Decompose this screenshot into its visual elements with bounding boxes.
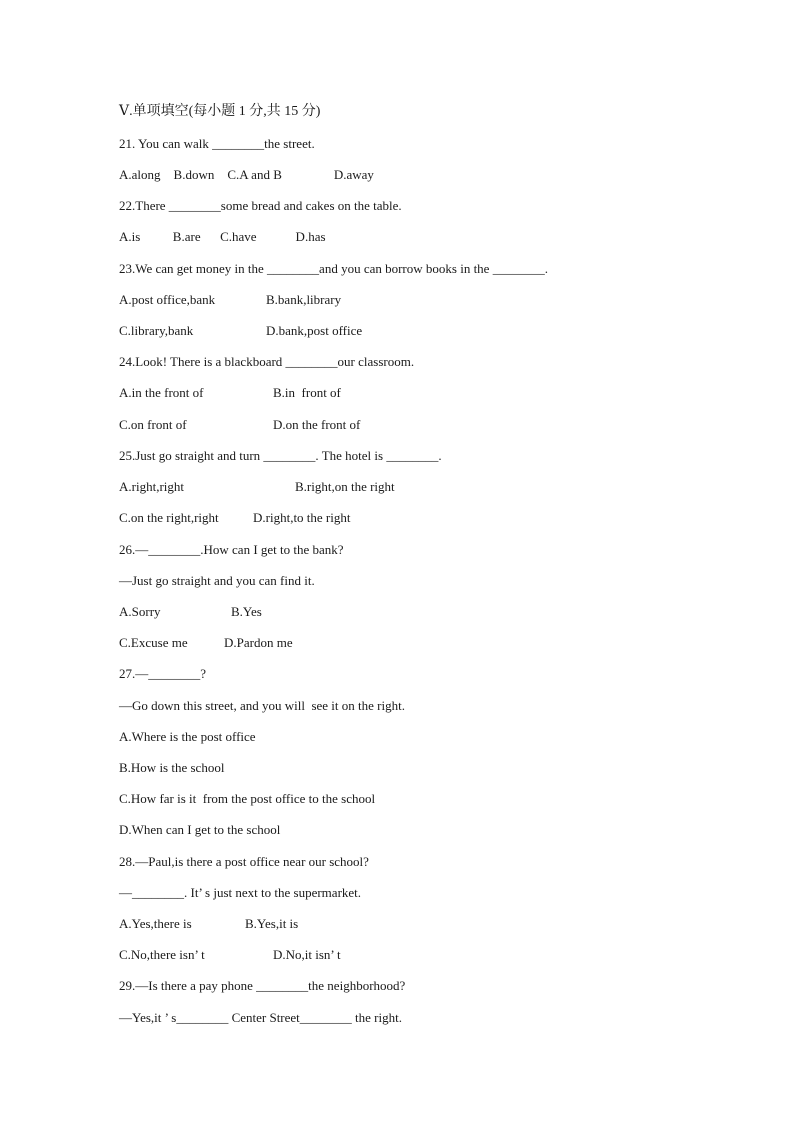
question-22-stem: 22.There ________some bread and cakes on the table. — [119, 198, 402, 213]
question-22-options: A.is B.are C.have D.has — [119, 229, 326, 244]
question-25-option-c: C.on the right,right — [119, 510, 219, 525]
question-26-option-c: C.Excuse me — [119, 635, 188, 650]
question-23-option-a: A.post office,bank — [119, 292, 216, 307]
question-26-option-b: B.Yes — [231, 604, 262, 619]
question-28-option-b: B.Yes,it is — [245, 916, 299, 931]
question-21-options: A.along B.down C.A and B D.away — [119, 167, 374, 182]
question-27-option-d: D.When can I get to the school — [119, 822, 281, 837]
question-27-stem: 27.—________? — [119, 666, 207, 681]
question-27-option-b: B.How is the school — [119, 760, 225, 775]
question-25-option-d: D.right,to the right — [253, 510, 351, 525]
question-28-option-d: D.No,it isn’ t — [273, 947, 341, 962]
question-23-option-c: C.library,bank — [119, 323, 194, 338]
question-26-reply: —Just go straight and you can find it. — [119, 573, 315, 588]
question-28-option-c: C.No,there isn’ t — [119, 947, 205, 962]
question-25-stem: 25.Just go straight and turn ________. The hotel is ________. — [119, 448, 442, 463]
question-27-option-a: A.Where is the post office — [119, 729, 256, 744]
question-26-stem: 26.—________.How can I get to the bank? — [119, 542, 344, 557]
question-28-stem: 28.—Paul,is there a post office near our school? — [119, 854, 369, 869]
question-24-option-b: B.in front of — [273, 385, 341, 400]
question-29-stem: 29.—Is there a pay phone ________the neighborhood? — [119, 978, 406, 993]
question-21-stem: 21. You can walk ________the street. — [119, 136, 315, 151]
question-24-option-c: C.on front of — [119, 417, 187, 432]
question-24-stem: 24.Look! There is a blackboard ________our classroom. — [119, 354, 415, 369]
section-title: Ⅴ.单项填空(每小题 1 分,共 15 分) — [119, 104, 321, 119]
question-26-option-a: A.Sorry — [119, 604, 161, 619]
question-28-reply: —________. It’ s just next to the supermarket. — [119, 885, 362, 900]
question-27-option-c: C.How far is it from the post office to the school — [119, 791, 376, 806]
question-24-option-d: D.on the front of — [273, 417, 361, 432]
question-29-reply: —Yes,it ’ s________ Center Street________ the right. — [119, 1010, 402, 1025]
question-28-option-a: A.Yes,there is — [119, 916, 192, 931]
question-23-stem: 23.We can get money in the ________and you can borrow books in the ________. — [119, 261, 548, 276]
question-23-option-b: B.bank,library — [266, 292, 342, 307]
question-25-option-b: B.right,on the right — [295, 479, 395, 494]
question-25-option-a: A.right,right — [119, 479, 184, 494]
question-23-option-d: D.bank,post office — [266, 323, 363, 338]
question-27-reply: —Go down this street, and you will see it on the right. — [119, 698, 405, 713]
question-26-option-d: D.Pardon me — [224, 635, 293, 650]
question-24-option-a: A.in the front of — [119, 385, 204, 400]
